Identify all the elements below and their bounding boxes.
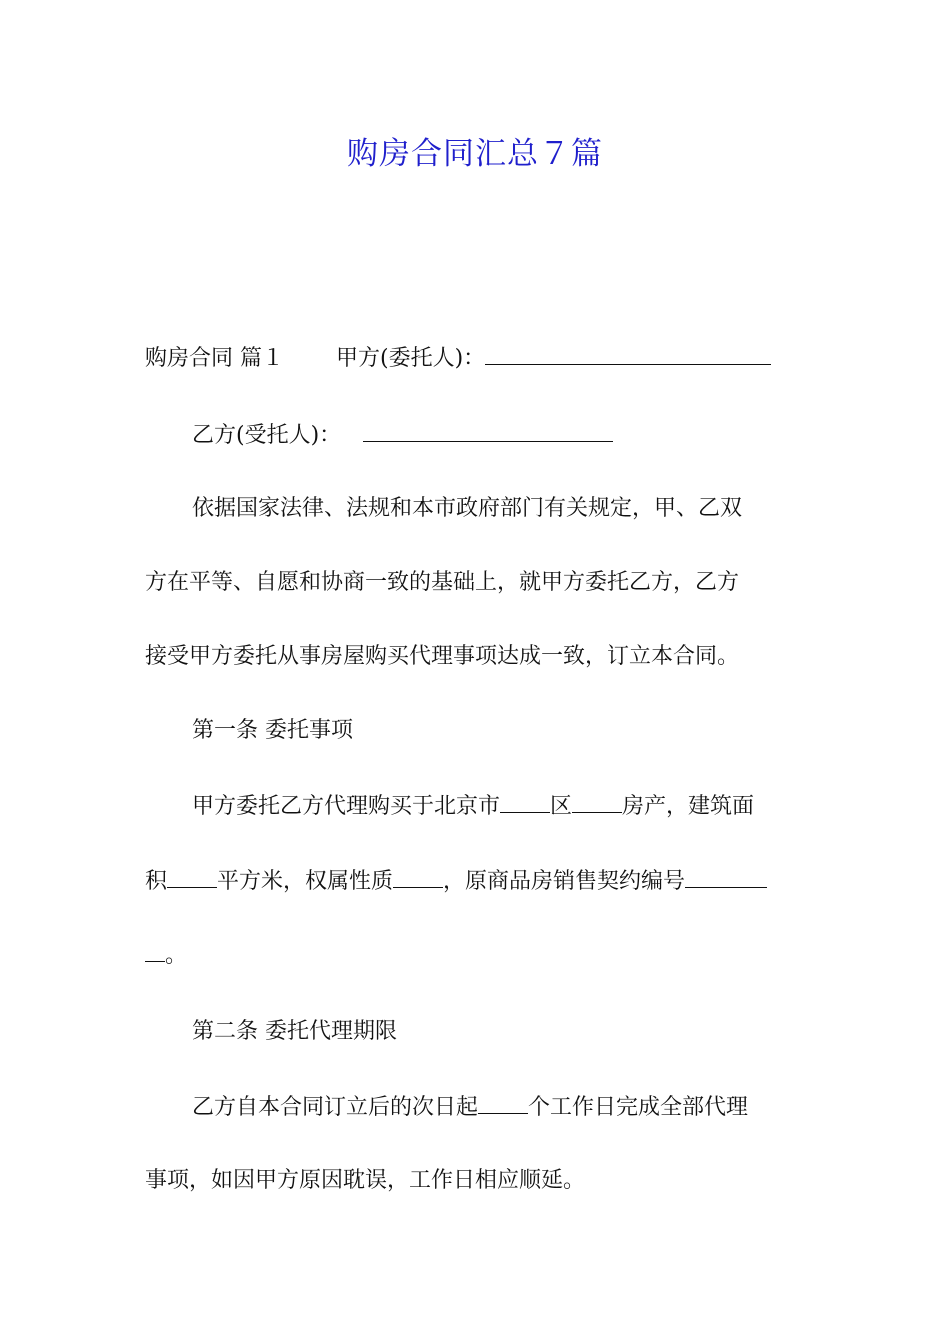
document-title: 购房合同汇总７篇 bbox=[347, 136, 603, 172]
article-1-text-f: ，原商品房销售契约编号 bbox=[443, 869, 686, 894]
article-1-line-3 bbox=[145, 941, 807, 971]
article-1-line-2 bbox=[145, 867, 807, 897]
article-1-text-e: 平方米，权属性质 bbox=[217, 869, 394, 894]
party-b-label: 乙方(受托人)： bbox=[192, 423, 342, 448]
party-a-label: 甲方(委托人)： bbox=[336, 346, 486, 371]
article-1-text-d: 积 bbox=[145, 869, 168, 894]
contract-heading: 购房合同 篇１ bbox=[145, 346, 284, 371]
article-2-text-a: 乙方自本合同订立后的次日起 bbox=[192, 1095, 479, 1120]
article-2-text-b: 个工作日完成全部代理 bbox=[528, 1095, 749, 1120]
article-2-line-2: 事项，如因甲方原因耽误，工作日相应顺延。 bbox=[145, 1168, 586, 1193]
article-1-text-b: 区 bbox=[550, 794, 573, 819]
article-1-text-c: 房产，建筑面 bbox=[622, 794, 755, 819]
party-b-blank bbox=[363, 423, 613, 442]
article-1-title: 第一条 委托事项 bbox=[192, 718, 353, 743]
contract-number-blank-cont bbox=[145, 943, 165, 962]
intro-line-2: 方在平等、自愿和协商一致的基础上，就甲方委托乙方，乙方 bbox=[145, 570, 740, 595]
area-blank bbox=[167, 869, 217, 888]
article-1-text-a: 甲方委托乙方代理购买于北京市 bbox=[192, 794, 501, 819]
article-2-line-1 bbox=[145, 1093, 854, 1123]
contract-number-blank bbox=[685, 869, 767, 888]
intro-line-1: 依据国家法律、法规和本市政府部门有关规定，甲、乙双 bbox=[192, 496, 743, 521]
party-a-blank bbox=[485, 346, 771, 365]
workdays-blank bbox=[478, 1095, 528, 1114]
article-1-line-1 bbox=[145, 792, 854, 822]
heading-line bbox=[145, 344, 807, 374]
article-2-title: 第二条 委托代理期限 bbox=[192, 1019, 397, 1044]
party-b-line bbox=[145, 421, 854, 451]
ownership-blank bbox=[393, 869, 443, 888]
property-blank bbox=[572, 794, 622, 813]
article-1-text-g: 。 bbox=[165, 943, 188, 968]
intro-line-3: 接受甲方委托从事房屋购买代理事项达成一致，订立本合同。 bbox=[145, 644, 740, 669]
district-blank bbox=[500, 794, 550, 813]
